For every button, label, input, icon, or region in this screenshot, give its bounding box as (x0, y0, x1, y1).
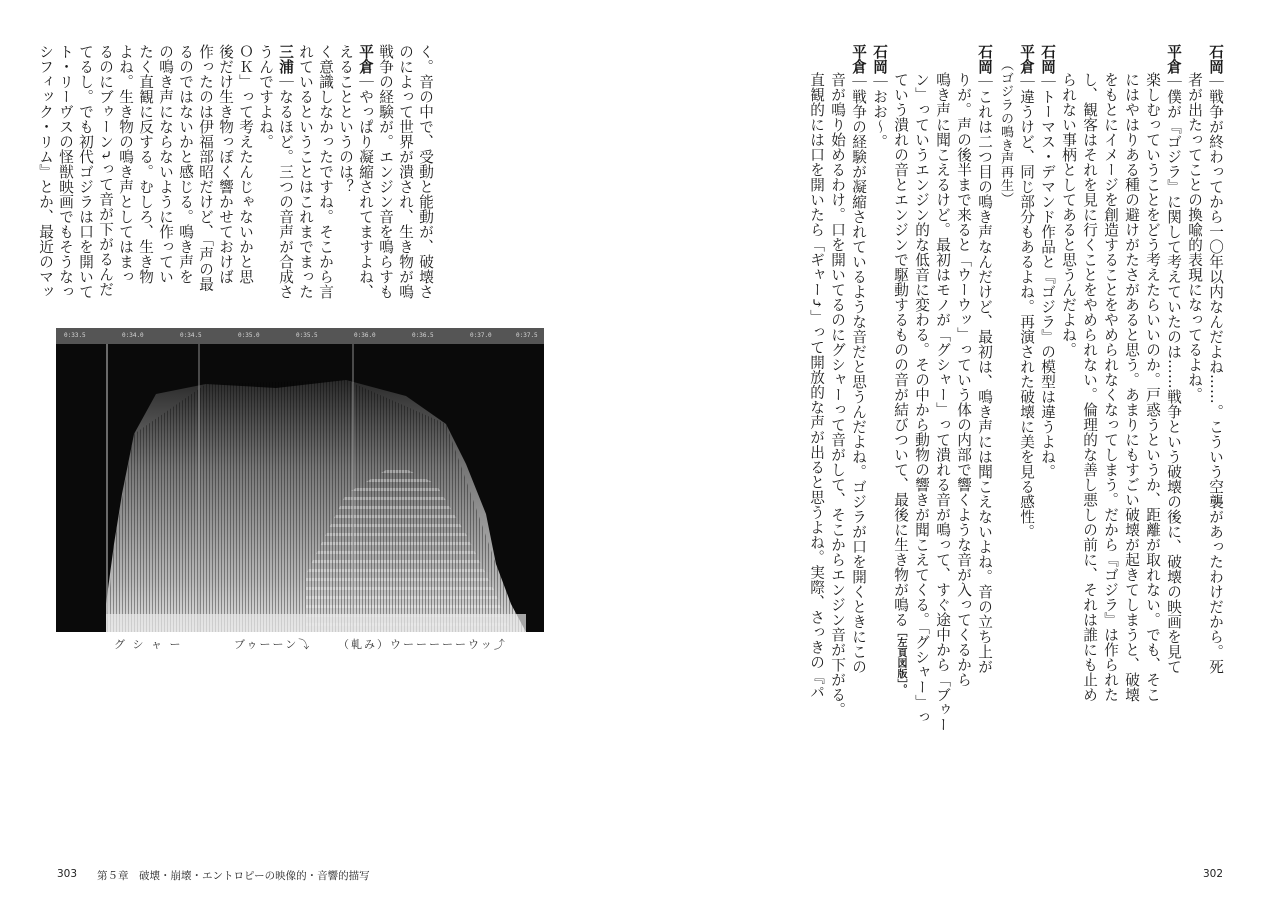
text-line: ＯＫ」って考えたんじゃないかと思 (237, 44, 254, 284)
text-line: てるし。でも初代ゴジラは口を開いて (77, 44, 94, 299)
text-line: よね。生き物の鳴き声としてはまっ (117, 44, 134, 284)
text-line: 戦争の経験が凝縮されているような音だと思うんだよね。ゴジラが口を開くときにこの (850, 89, 867, 674)
speaker-hirakura: 平倉 (1018, 44, 1035, 74)
dialogue-line: 石岡｜これは二つ目の鳴き声なんだけど、最初は、鳴き声には聞こえないよね。音の立ち上が (976, 44, 993, 674)
text-line: にはやはりある種の避けがたさがあると思う。あまりにもすごい破壊が起きてしまうと、破壊 (1123, 72, 1140, 702)
text-line: られない事柄としてあると思うんだよね。 (1060, 72, 1077, 357)
text-line: 戦争の経験が。エンジン音を鳴らすも (377, 44, 394, 299)
dialogue-line: 平倉｜違うけど、同じ部分もあるよね。再演された破壊に美を見る感性。 (1018, 44, 1035, 539)
dialogue-line: 平倉｜戦争の経験が凝縮されているような音だと思うんだよね。ゴジラが口を開くときにこの (850, 44, 867, 674)
text-line: ていう潰れの音とエンジンで駆動するものの音が結びついて、最後に生き物が鳴る (892, 72, 909, 627)
speaker-miura: 三浦 (277, 44, 294, 74)
text-line: のによって世界が潰され、生き物が鳴 (397, 44, 414, 299)
dialogue-line: 石岡｜トーマス・デマンド作品と『ゴジラ』の模型は違うよね。 (1039, 44, 1056, 479)
page-number-right: 302 (1202, 868, 1223, 880)
text-line: これは二つ目の鳴き声なんだけど、最初は、鳴き声には聞こえないよね。音の立ち上が (976, 89, 993, 674)
text-line: 僕が『ゴジラ』に関して考えていたのは……戦争という破壊の後に、破壊の映画を見て (1165, 89, 1182, 674)
figure-reference: ［左頁図版］。 (895, 627, 906, 695)
text-line: るのではないかと感じる。鳴き声を (177, 44, 194, 284)
speaker-ishioka: 石岡 (1039, 44, 1056, 74)
time-label: 0:37.0 (470, 332, 492, 339)
time-label: 0:33.5 (64, 332, 86, 339)
text-line: ン」っていうエンジン的な低音に変わる。その中から動物の響きが聞こえてくる。「グシャー」っ (913, 72, 930, 725)
text-line: おお〜。 (871, 89, 888, 149)
text-line (892, 72, 907, 695)
text-line: 違うけど、同じ部分もあるよね。再演された破壊に美を見る感性。 (1018, 89, 1035, 539)
dialogue-line: 石岡｜戦争が終わってから一〇年以内なんだよね……。こういう空襲があったわけだから。死 (1207, 44, 1224, 674)
spectrogram-caption (56, 636, 544, 650)
text-line: たく直観に反する。むしろ、生き物 (137, 44, 154, 284)
text-line: 三つの音声が合成さ (277, 164, 294, 299)
text-line: く意識しなかったですね。そこから言 (317, 44, 334, 299)
text-line: く。音の中で、受動と能動が、破壊さ (417, 44, 434, 299)
time-label: 0:35.5 (296, 332, 318, 339)
text-line: 後だけ生き物っぽく響かせておけば (217, 44, 234, 284)
speaker-hirakura: 平倉 (357, 44, 374, 74)
time-label: 0:37.5 (516, 332, 538, 339)
text-line: 者が出たってことの換喩的表現になってるよね。 (1186, 72, 1203, 402)
speaker-hirakura: 平倉 (850, 44, 867, 74)
page-number-left: 303 (57, 868, 78, 880)
text-line: りが。声の後半まで来ると「ウーウッ」っていう体の内部で響くような音が入ってくるから (955, 72, 972, 687)
text-line: えることというのは？ (337, 44, 354, 194)
dialogue-line: 三浦｜なるほど。三つの音声が合成さ (277, 44, 294, 299)
time-label: 0:34.5 (180, 332, 202, 339)
text-line: 作ったのは伊福部昭だけど、「声の最 (197, 44, 214, 292)
text-line: 直観的には口を開いたら「ギャー⤴」って開放的な声が出ると思うよね。実際、さっきの『パ (808, 72, 825, 700)
dialogue-line: 平倉｜僕が『ゴジラ』に関して考えていたのは……戦争という破壊の後に、破壊の映画を見て (1165, 44, 1182, 674)
text-line: れているということはこれまでまった (297, 44, 314, 299)
text-line: し、観客はそれを見に行くことをやめられない。倫理的な善し悪しの前に、それは誰にも止め (1081, 72, 1098, 702)
chapter-running-head: 第５章 破壊・崩壊・エントロピーの映像的・音響的描写 (97, 870, 370, 882)
speaker-ishioka: 石岡 (976, 44, 993, 74)
text-line: 戦争が終わってから一〇年以内なんだよね……。こういう空襲があったわけだから。死 (1207, 89, 1224, 674)
stage-direction: （ゴジラの鳴き声再生） (998, 58, 1013, 206)
speaker-ishioka: 石岡 (1207, 44, 1224, 74)
time-label: 0:36.0 (354, 332, 376, 339)
text-line: 楽しむっていうことをどう考えたらいいのか。戸惑うというか、距離が取れない。でも、そこ (1144, 72, 1161, 702)
text-line: の鳴き声にならないように作ってい (157, 44, 174, 284)
time-ruler (56, 328, 544, 344)
time-label: 0:35.0 (238, 332, 260, 339)
spectrogram-figure (56, 328, 544, 632)
text-line: トーマス・デマンド作品と『ゴジラ』の模型は違うよね。 (1039, 89, 1056, 479)
caption-gushaa: グ シ ャ ー (114, 638, 183, 651)
dialogue-line: 平倉｜やっぱり凝縮されてますよね、 (357, 44, 374, 299)
text-line: やっぱり凝縮されてますよね、 (357, 89, 374, 299)
speaker-ishioka: 石岡 (871, 44, 888, 74)
text-line: 音が鳴り始めるわけ。口を開いてるのにグシャーって音がして、そこからエンジン音が下がる。 (829, 72, 846, 717)
text-line: をもとにイメージを創造することをやめられなくなってしまう。だから『ゴジラ』は作られた (1102, 72, 1119, 702)
caption-kishimi: （軋み） (338, 638, 390, 651)
text-line: シフィック・リム』とか、最近のマッ (37, 44, 54, 299)
text-line: 鳴き声に聞こえるけど。最初はモノが「グシャー」って潰れる音が鳴って、すぐ途中から「ブゥー (934, 72, 951, 732)
speaker-hirakura: 平倉 (1165, 44, 1182, 74)
caption-buun: ブゥーーン⤵ (234, 638, 312, 651)
text-line: うんですよね。 (257, 44, 274, 149)
dialogue-line: 石岡｜おお〜。 (871, 44, 888, 149)
time-label: 0:34.0 (122, 332, 144, 339)
caption-uuu: ウーーーーーウッ⤴ (390, 638, 507, 651)
text-line: ト・リーヴスの怪獣映画でもそうなっ (57, 44, 74, 299)
text-line: るのにブゥーン⤵って音が下がるんだ (97, 44, 114, 297)
time-label: 0:36.5 (412, 332, 434, 339)
spectrogram-image (56, 344, 544, 632)
